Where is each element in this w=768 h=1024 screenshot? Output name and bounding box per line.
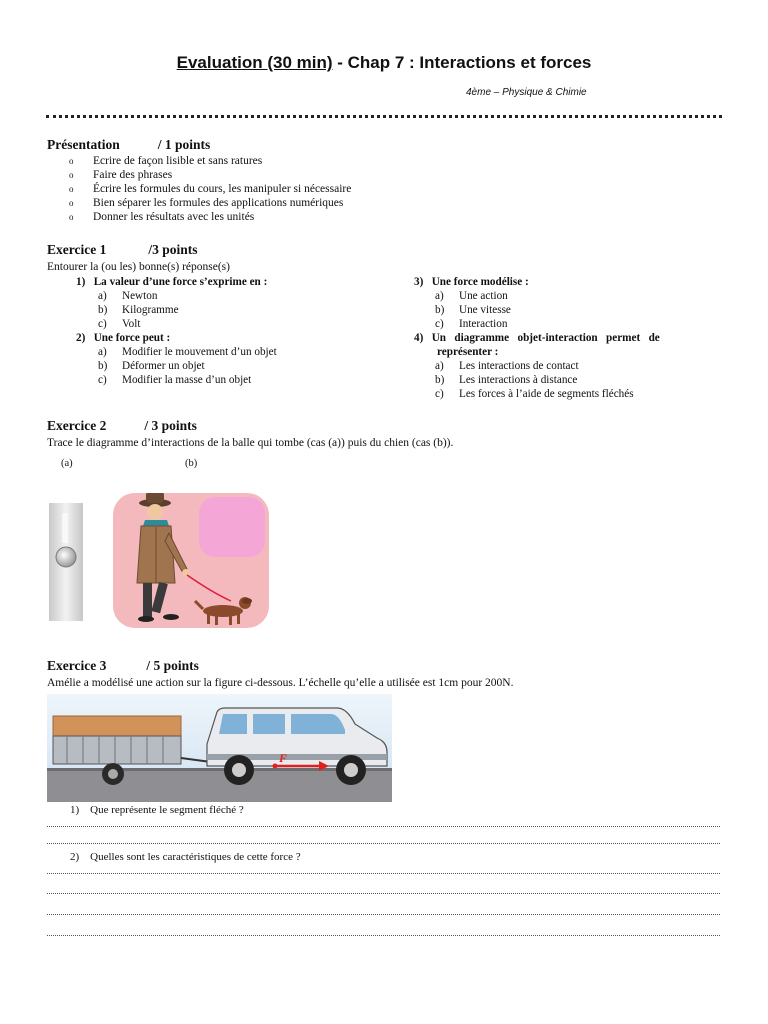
- label-b: (b): [185, 458, 198, 469]
- title-rest: - Chap 7 : Interactions et forces: [332, 53, 592, 72]
- answer-line[interactable]: [47, 893, 720, 895]
- q3-option: a) Une action: [435, 290, 508, 302]
- q4-option: c) Les forces à l’aide de segments fléchés: [435, 388, 634, 400]
- car-trailer-image: [47, 694, 392, 802]
- q1-option: a) Newton: [98, 290, 158, 302]
- question-2: 2) Une force peut :: [76, 332, 171, 344]
- presentation-title: Présentation: [47, 137, 120, 152]
- exercise3-heading: [47, 658, 199, 674]
- bullet-icon: o: [69, 212, 74, 222]
- force-label: F: [279, 751, 288, 765]
- presentation-item: Faire des phrases: [93, 169, 173, 181]
- question-4: 4) Un diagramme objet-interaction permet de: [414, 332, 660, 344]
- falling-ball-image: [49, 503, 83, 621]
- page-title: [0, 53, 768, 73]
- q3-option: c) Interaction: [435, 318, 508, 330]
- label-a: (a): [61, 458, 73, 469]
- presentation-item: Écrire les formules du cours, les manipuler si nécessaire: [93, 183, 352, 195]
- man-walking-dog-image: [113, 493, 269, 628]
- exercise3-title: Exercice 3: [47, 658, 107, 673]
- answer-line[interactable]: [47, 873, 720, 875]
- answer-line[interactable]: [47, 826, 720, 828]
- bullet-icon: o: [69, 184, 74, 194]
- question-1: 1) La valeur d’une force s’exprime en :: [76, 276, 268, 288]
- presentation-item: Donner les résultats avec les unités: [93, 211, 255, 223]
- q2-option: a) Modifier le mouvement d’un objet: [98, 346, 277, 358]
- presentation-points: / 1 points: [157, 137, 211, 152]
- q4-option: a) Les interactions de contact: [435, 360, 579, 372]
- answer-line[interactable]: [47, 935, 720, 937]
- answer-line[interactable]: [47, 914, 720, 916]
- title-underlined: Evaluation (30 min): [176, 53, 333, 72]
- bullet-icon: o: [69, 156, 74, 166]
- subtitle: 4ème – Physique & Chimie: [466, 87, 587, 98]
- exercise1-title: Exercice 1: [47, 242, 107, 257]
- question-3: 3) Une force modélise :: [414, 276, 529, 288]
- exercise2-heading: [47, 418, 197, 434]
- q1-option: b) Kilogramme: [98, 304, 179, 316]
- q3-option: b) Une vitesse: [435, 304, 511, 316]
- q1-option: c) Volt: [98, 318, 141, 330]
- question-4-continued: représenter :: [437, 346, 499, 358]
- exercise3-instruction: Amélie a modélisé une action sur la figure ci-dessous. L’échelle qu’elle a utilisée est 1cm pour 200N.: [47, 677, 514, 689]
- exercise3-points: / 5 points: [146, 658, 199, 673]
- exercise3-question-1: 1) Que représente le segment fléché ?: [70, 804, 244, 816]
- presentation-heading: [47, 137, 210, 153]
- exercise1-points: /3 points: [148, 242, 198, 257]
- bullet-icon: o: [69, 198, 74, 208]
- exercise2-instruction: Trace le diagramme d’interactions de la balle qui tombe (cas (a)) puis du chien (cas (b)).: [47, 437, 454, 449]
- exercise2-title: Exercice 2: [47, 418, 107, 433]
- dotted-separator: [46, 115, 722, 118]
- q2-option: c) Modifier la masse d’un objet: [98, 374, 252, 386]
- exercise3-question-2: 2) Quelles sont les caractéristiques de cette force ?: [70, 851, 301, 863]
- q4-option: b) Les interactions à distance: [435, 374, 578, 386]
- bullet-icon: o: [69, 170, 74, 180]
- answer-line[interactable]: [47, 843, 720, 845]
- q2-option: b) Déformer un objet: [98, 360, 205, 372]
- exercise1-instruction: Entourer la (ou les) bonne(s) réponse(s): [47, 261, 230, 273]
- exercise2-points: / 3 points: [144, 418, 197, 433]
- exercise1-heading: [47, 242, 198, 258]
- presentation-item: Ecrire de façon lisible et sans ratures: [93, 155, 263, 167]
- presentation-item: Bien séparer les formules des applications numériques: [93, 197, 344, 209]
